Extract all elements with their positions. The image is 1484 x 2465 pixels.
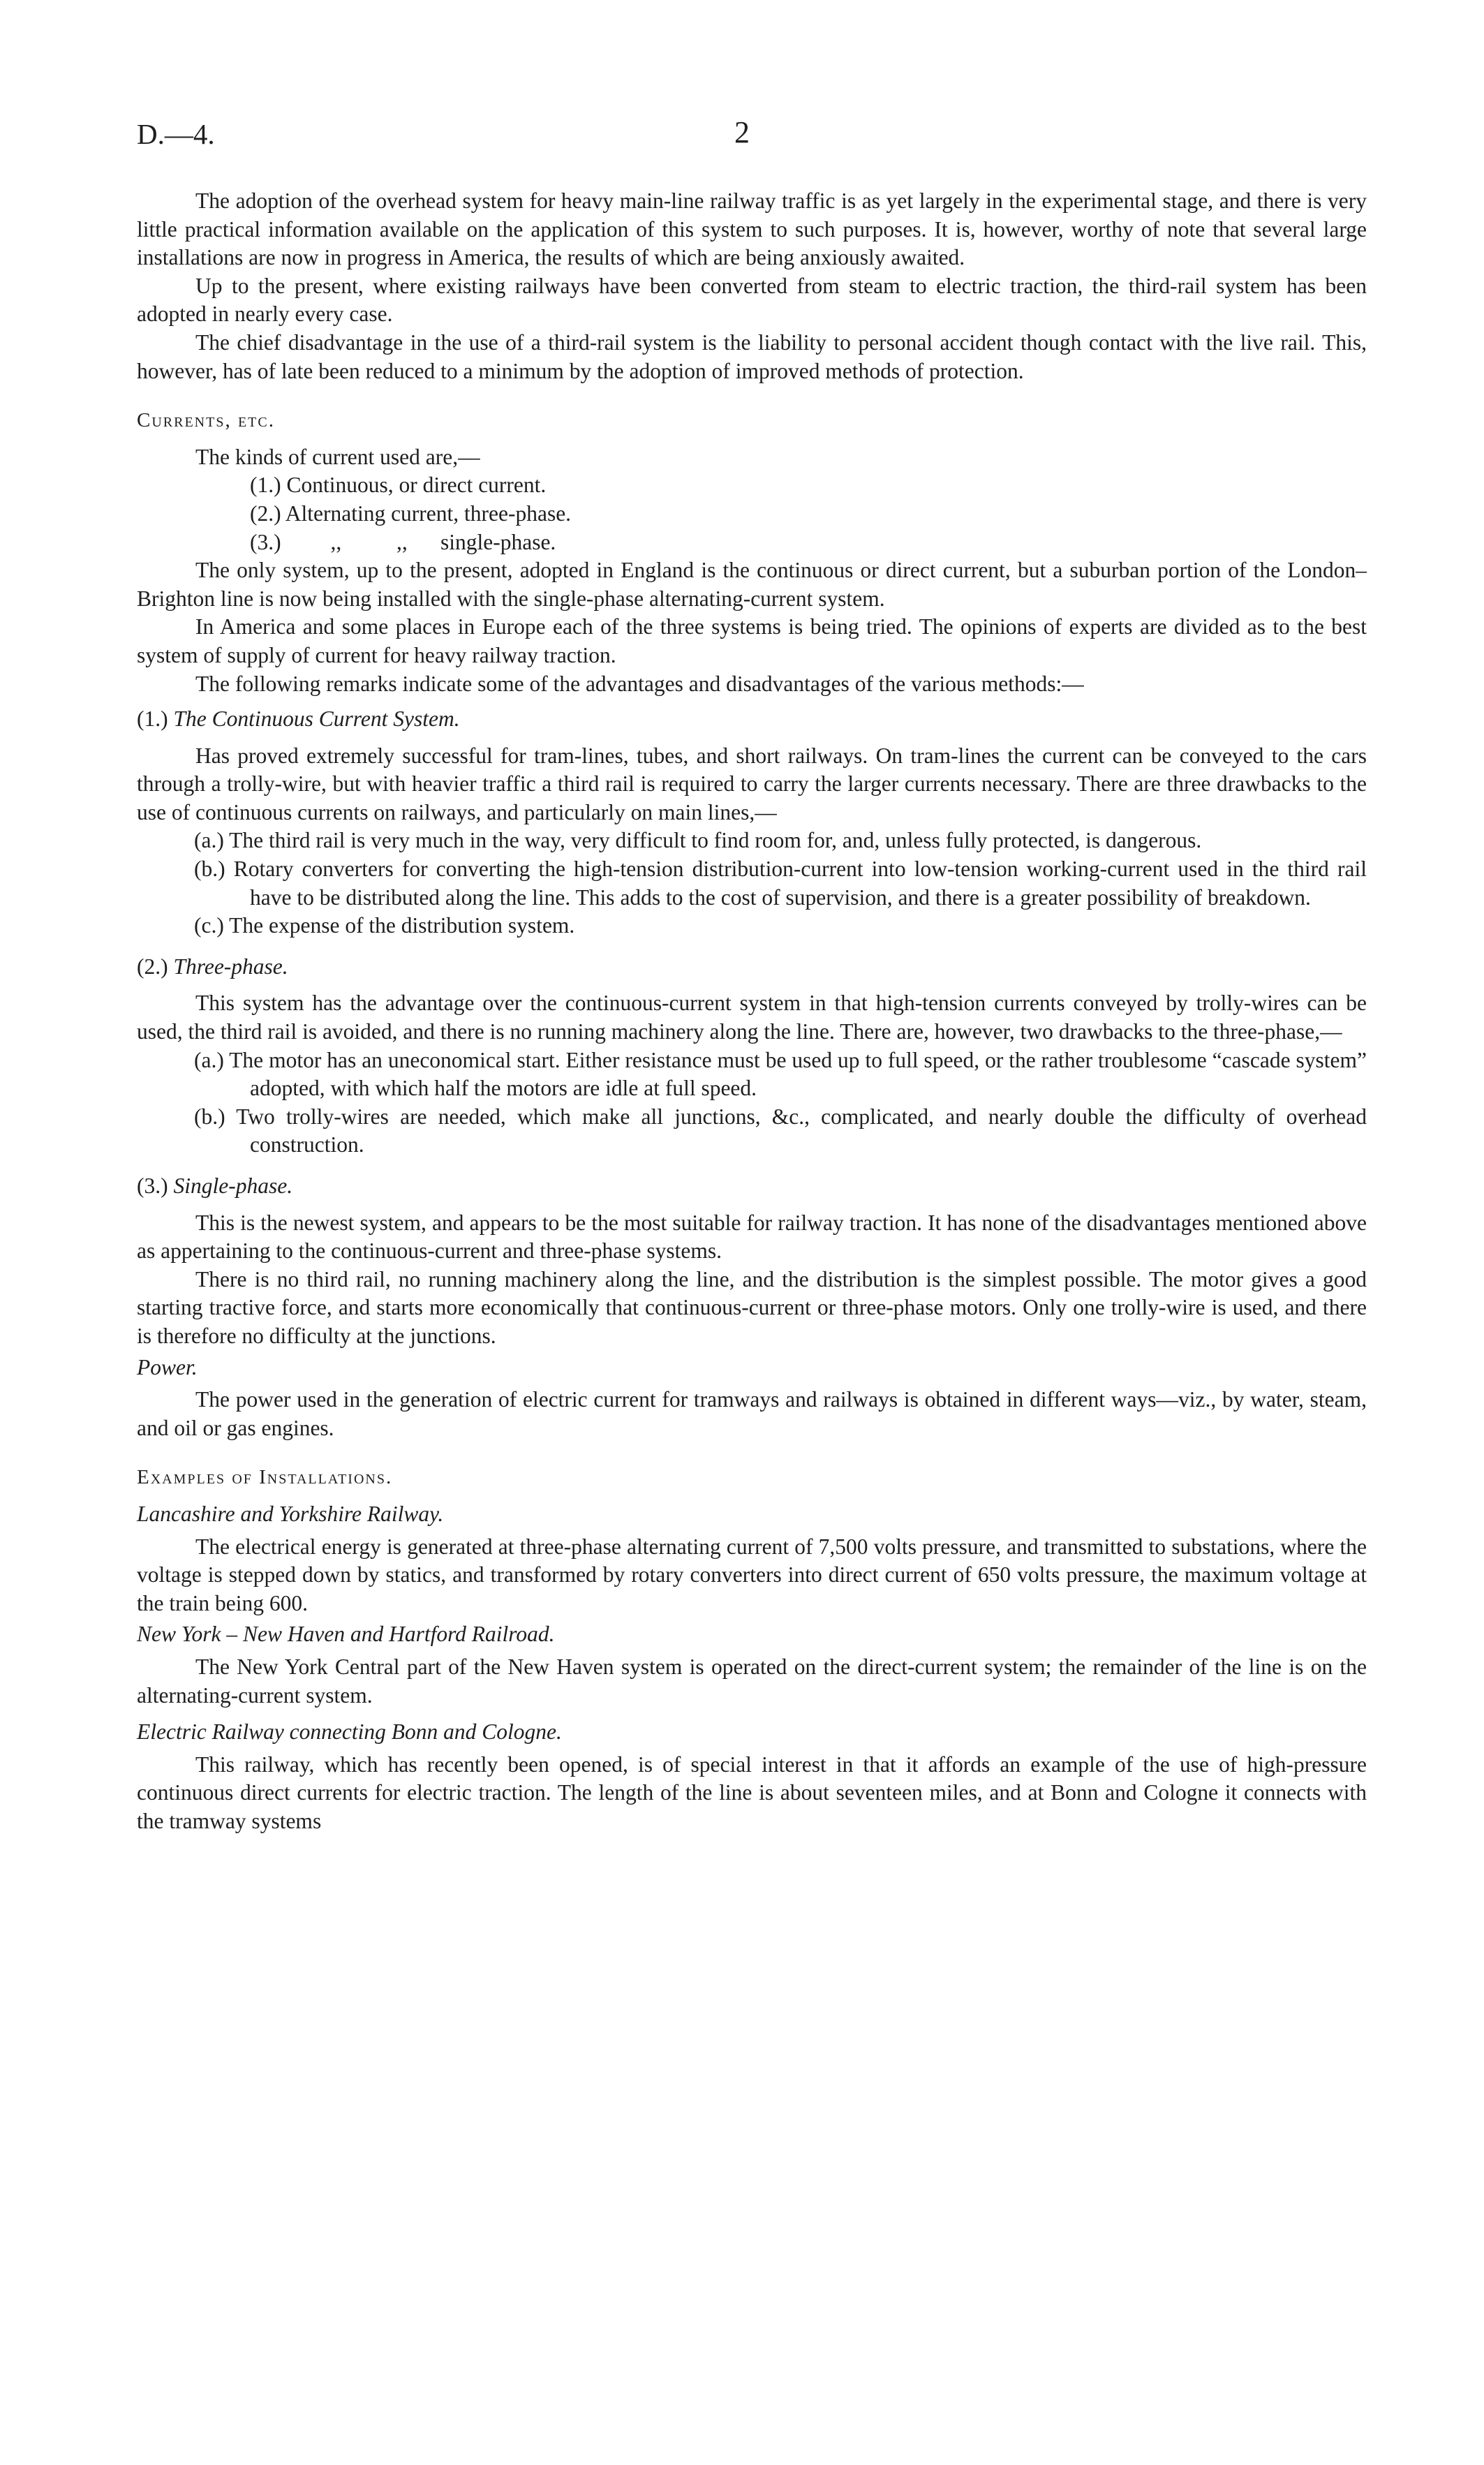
paragraph: The kinds of current used are,— <box>195 444 480 469</box>
paragraph: The only system, up to the present, adopted in England is the continuous or direct current, but a suburban portion of the London–Brighton line is now being installed with the single-phase alternating-current system. <box>137 558 1367 611</box>
list-item: (2.) Alternating current, three-phase. <box>250 501 572 526</box>
heading-number: (2.) <box>137 954 168 979</box>
heading-title: Single-phase. <box>173 1174 293 1198</box>
paragraph: There is no third rail, no running machinery along the line, and the distribution is the simplest possible. The motor gives a good starting tractive force, and starts more economically that continuous-current or three-phase motors. Only one trolly-wire is used, and there is therefore no difficulty at the junctions. <box>137 1266 1367 1348</box>
list-item: (b.) Two trolly-wires are needed, which make all junctions, &c., complicated, and nearly double the difficulty of overhead construction. <box>194 1104 1367 1157</box>
page-number: 2 <box>734 115 750 149</box>
paragraph: The electrical energy is generated at three-phase alternating current of 7,500 volts pressure, and transmitted to substations, where the voltage is stepped down by statics, and transformed by rotary converters into direct current of 650 volts pressure, the maximum voltage at the train being 600. <box>137 1534 1367 1615</box>
paragraph: This is the newest system, and appears to be the most suitable for railway traction. It has none of the disadvantages mentioned above as appertaining to the continuous-current and three-phase systems. <box>137 1210 1367 1264</box>
paragraph: The New York Central part of the New Haven system is operated on the direct-current system; the remainder of the line is on the alternating-current system. <box>137 1654 1367 1708</box>
list-item: (b.) Rotary converters for converting the high-tension distribution-current into low-tension working-current used in the third rail have to be distributed along the line. This adds to the cost of supervision, and there is a greater possibility of breakdown. <box>194 857 1367 910</box>
list-item: (3.) ,, ,, single-phase. <box>250 529 556 554</box>
list-item: (1.) Continuous, or direct current. <box>250 473 547 498</box>
paragraph: This railway, which has recently been opened, is of special interest in that it affords an example of the use of high-pressure continuous direct currents for electric traction. The length of the line is about seventeen miles, and at Bonn and Cologne it connects with the tramway systems <box>137 1752 1367 1833</box>
heading-number: (3.) <box>137 1174 168 1198</box>
body-text <box>137 187 1367 1835</box>
section-heading-currents: Currents, etc. <box>137 409 275 432</box>
subsection-heading-single-phase <box>137 1172 1367 1201</box>
section-heading-installations: Examples of Installations. <box>137 1466 393 1489</box>
subsection-heading-three-phase <box>137 953 1367 982</box>
paragraph: The power used in the generation of electric current for tramways and railways is obtained in different ways—viz., by water, steam, and oil or gas engines. <box>137 1387 1367 1440</box>
paragraph: In America and some places in Europe each of the three systems is being tried. The opinions of experts are divided as to the best system of supply of current for heavy railway traction. <box>137 614 1367 667</box>
paragraph: This system has the advantage over the continuous-current system in that high-tension currents conveyed by trolly-wires can be used, the third rail is avoided, and there is no running machinery along the line. There are, however, two drawbacks to the three-phase,— <box>137 991 1367 1044</box>
paragraph: The following remarks indicate some of the advantages and disadvantages of the various methods:— <box>195 671 1084 696</box>
subsection-heading-continuous <box>137 705 1367 734</box>
subsection-heading-bonn: Electric Railway connecting Bonn and Cologne. <box>137 1719 562 1745</box>
paragraph: Has proved extremely successful for tram-lines, tubes, and short railways. On tram-lines the current can be conveyed to the cars through a trolly-wire, but with heavier traffic a third rail is required to carry the larger currents necessary. There are three drawbacks to the use of continuous currents on railways, and particularly on main lines,— <box>137 743 1367 824</box>
subsection-heading-lancashire: Lancashire and Yorkshire Railway. <box>137 1501 444 1526</box>
heading-title: The Continuous Current System. <box>173 706 460 732</box>
paragraph: The chief disadvantage in the use of a third-rail system is the liability to personal accident though contact with the live rail. This, however, has of late been reduced to a minimum by the adoption of improved methods of protection. <box>137 330 1367 383</box>
subsection-heading-power: Power. <box>137 1354 198 1379</box>
page-header <box>137 117 1347 159</box>
list-item: (a.) The third rail is very much in the way, very difficult to find room for, and, unless fully protected, is dangerous. <box>194 828 1202 853</box>
list-item: (c.) The expense of the distribution system. <box>194 913 575 938</box>
paragraph: Up to the present, where existing railways have been converted from steam to electric traction, the third-rail system has been adopted in nearly every case. <box>137 273 1367 327</box>
paragraph: The adoption of the overhead system for heavy main-line railway traffic is as yet largely in the experimental stage, and there is very little practical information available on the application of this system to such purposes. It is, however, worthy of note that several large installations are now in progress in America, the results of which are being anxiously awaited. <box>137 188 1367 270</box>
heading-number: (1.) <box>137 706 168 732</box>
list-item: (a.) The motor has an uneconomical start. Either resistance must be used up to full speed, or the rather troublesome “cascade system” adopted, with which half the motors are idle at full speed. <box>194 1047 1367 1101</box>
document-reference: D.—4. <box>137 118 215 150</box>
subsection-heading-new-york: New York – New Haven and Hartford Railroad. <box>137 1622 555 1647</box>
heading-title: Three-phase. <box>173 954 288 979</box>
